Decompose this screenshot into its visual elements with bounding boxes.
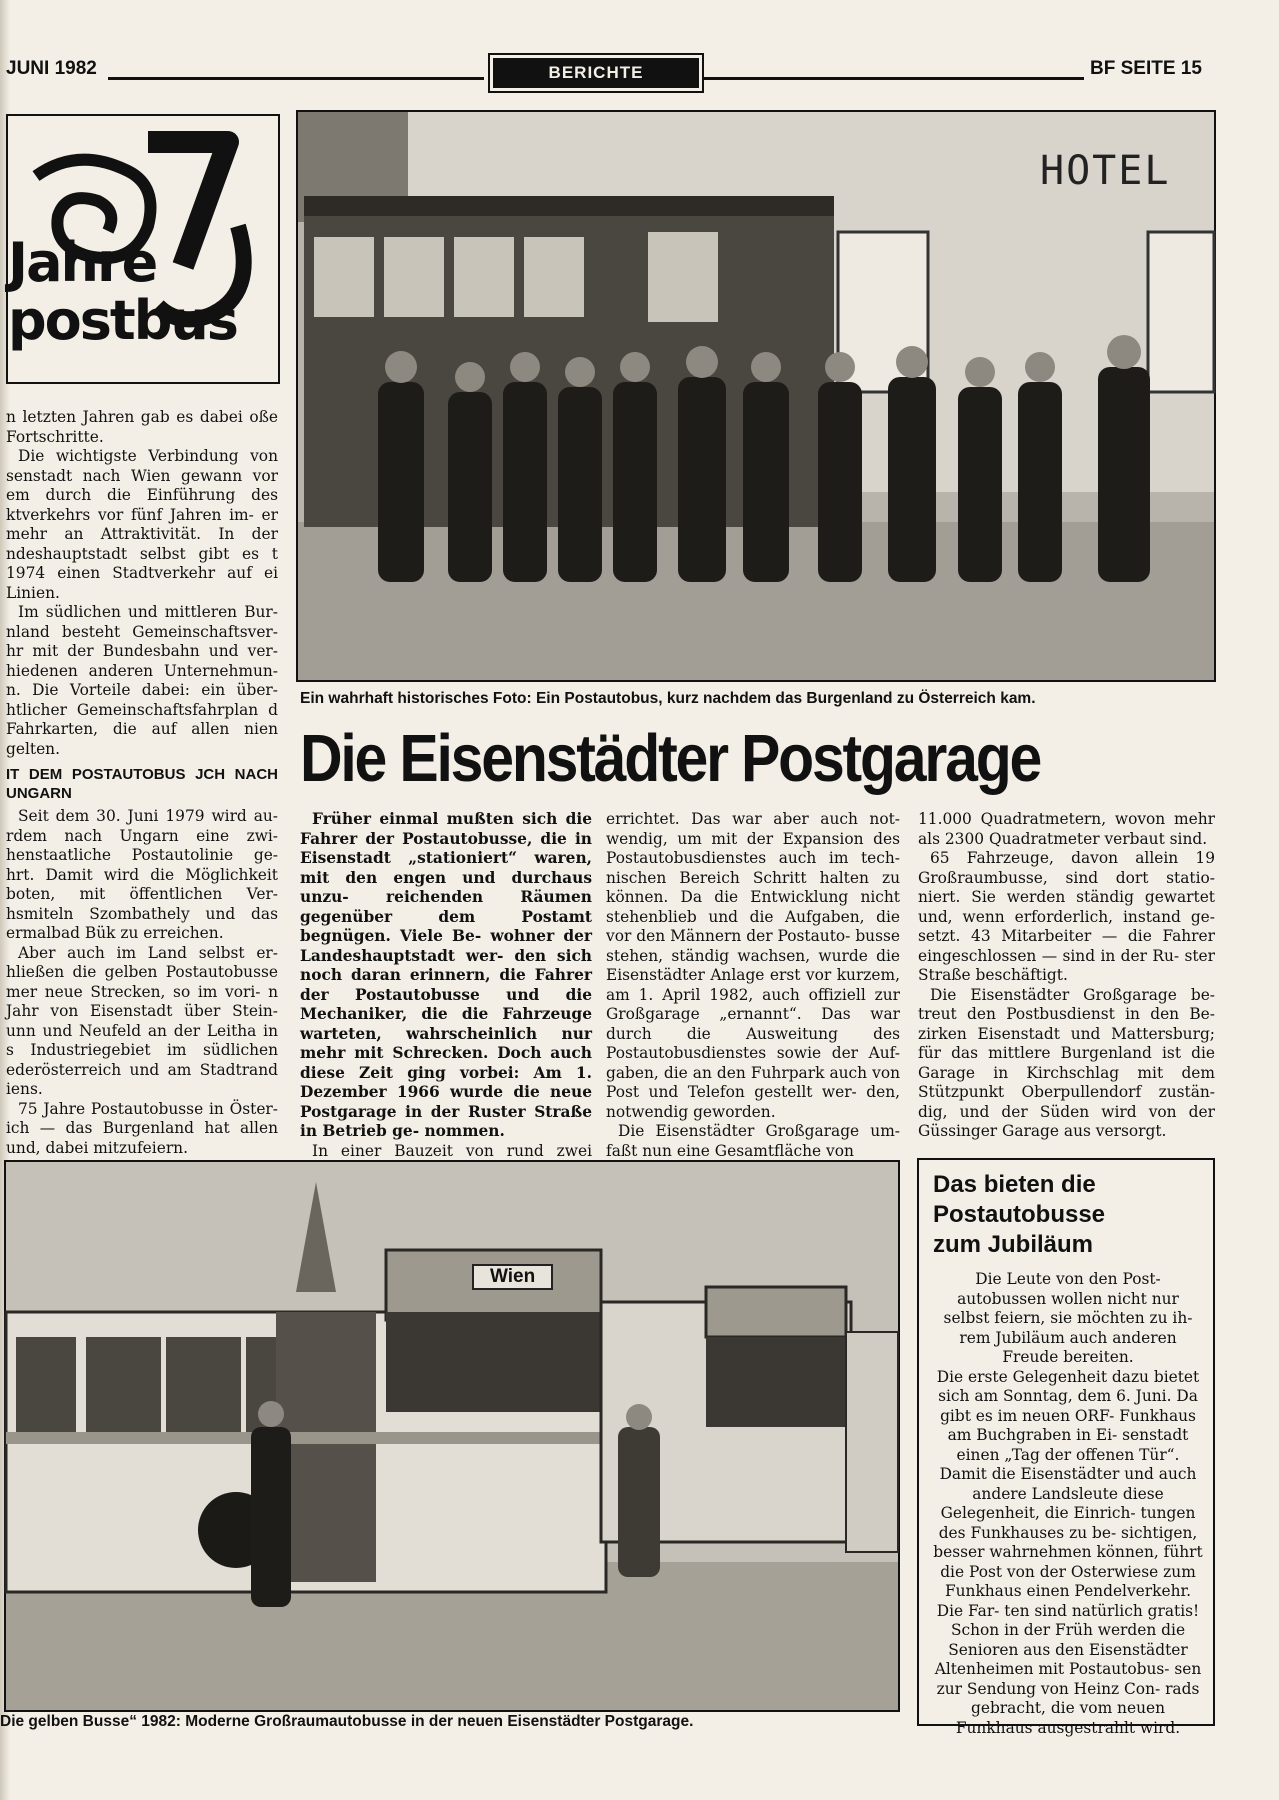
historic-photo xyxy=(296,110,1216,682)
article-column-2 xyxy=(606,810,900,1160)
hotel-sign: HOTEL xyxy=(1040,148,1171,194)
sidebox-title xyxy=(933,1170,1203,1260)
left-subheading: IT DEM POSTAUTOBUS JCH NACH UNGARN xyxy=(6,766,278,802)
modern-buses-photo xyxy=(4,1160,900,1712)
anniversary-logo xyxy=(6,114,280,384)
sidebox-paragraph: Schon in der Früh werden die Senioren aus den Eisenstädter Altenheimen mit Postautobus- sen zur Sendung von Heinz Con- rads gebracht, die vom neuen Funkhaus ausgestrahlt wird. xyxy=(934,1621,1202,1737)
header-rule-left xyxy=(108,77,484,80)
left-paragraph: Die wichtigste Verbindung von senstadt nach Wien gewann vor em durch die Einführung des ktverkehrs vor fünf Jahren im- er mehr an Attraktivität. In der ndeshauptstadt selbst gibt es t 1974 einen Stadtverkehr auf ei Linien. xyxy=(6,447,278,602)
article-paragraph: In einer Bauzeit von rund zwei xyxy=(312,1141,592,1160)
bus-destination-sign: Wien xyxy=(472,1264,553,1290)
sidebox-paragraph: Die Leute von den Post- autobussen wollen nicht nur selbst feiern, sie möchten zu ih- rem Jubiläum auch anderen Freude bereiten. xyxy=(943,1270,1193,1366)
logo-text-jahre: Jahre xyxy=(8,231,157,294)
left-paragraph: 75 Jahre Postautobusse in Öster- ich — das Burgenland hat allen und, dabei mitzufeiern. xyxy=(6,1099,278,1157)
article-column-3 xyxy=(918,810,1215,1140)
article-headline: Die Eisenstädter Postgarage xyxy=(300,721,1041,796)
left-column xyxy=(6,408,278,1157)
header-rule-right xyxy=(704,77,1084,80)
bottom-photo-caption: Die gelben Busse“ 1982: Moderne Großraumautobusse in der neuen Eisenstädter Postgarage. xyxy=(0,1713,694,1730)
modern-buses-illustration xyxy=(6,1162,898,1710)
article-paragraph: errichtet. Das war aber auch not- wendig, um mit der Expansion des Postautobusdienstes auch im tech- nischen Bereich Schritt halten zu können. Da die Entwicklung nicht stehenblieb und die Aufgaben, die vor den Männern der Postauto- busse stehen, ständig wachsen, wurde die Eisenstädter Anlage erst vor kurzem, am 1. April 1982, auch offiziell zur Großgarage „ernannt“. Das war durch die Ausweitung des Postautobusdienstes sowie der Auf- gaben, die an den Fuhrpark auch von Post und Telefon gestellt wer- den, notwendig geworden. xyxy=(606,810,900,1121)
sidebox-paragraph: Die erste Gelegenheit dazu bietet sich am Sonntag, dem 6. Juni. Da gibt es im neuen ORF- Funkhaus am Buchgraben in Ei- senstadt einen „Tag der offenen Tür“. Damit die Eisenstädter und auch andere Landsleute diese Gelegenheit, die Einrich- tungen des Funkhauses zu be- sichtigen, besser wahrnehmen können, führt die Post von der Osterwiese zum Funkhaus einen Pendelverkehr. Die Far- ten sind natürlich gratis! xyxy=(933,1367,1203,1620)
left-paragraph: Aber auch im Land selbst er- hließen die gelben Postautobusse mer neue Strecken, so im vori- n Jahr von Eisenstadt über Stein- unn und Neufeld an der Leitha in s Industriegebiet im südlichen ederösterreich und am Stadtrand iens. xyxy=(6,943,278,1098)
sidebox-title-line: Postautobusse xyxy=(933,1201,1106,1228)
left-paragraph: n letzten Jahren gab es dabei oße Fortschritte. xyxy=(6,408,278,446)
article-paragraph: 11.000 Quadratmetern, wovon mehr als 2300 Quadratmeter verbaut sind. xyxy=(918,810,1215,848)
section-label-box xyxy=(488,53,704,93)
sidebox-title-line: Das bieten die xyxy=(933,1171,1096,1198)
jubilee-sidebox xyxy=(917,1158,1215,1737)
article-paragraph: Die Eisenstädter Großgarage um- faßt nun eine Gesamtfläche von xyxy=(606,1122,900,1160)
left-paragraph: Im südlichen und mittleren Bur- nland besteht Gemeinschaftsver- hr mit der Bundesbahn und ver- hiedenen anderen Unternehmun- n. Die Vorteile dabei: ein über- htlicher Gemeinschaftsfahrplan d Fahrkarten, die auf allen nien gelten. xyxy=(6,603,278,758)
article-column-1 xyxy=(300,810,592,1160)
header-page-number: BF SEITE 15 xyxy=(1090,58,1202,79)
logo-text-postbus: postbus xyxy=(8,289,237,352)
sidebox-title-line: zum Jubiläum xyxy=(933,1231,1094,1258)
left-paragraph: Seit dem 30. Juni 1979 wird au- rdem nach Ungarn eine zwi- henstaatliche Postautolinie ge- hrt. Damit wird die Möglichkeit boten, mit öffentlichen Ver- hsmiteln Szombathely und das ermalbad Bük zu erreichen. xyxy=(6,807,278,942)
header-date: JUNI 1982 xyxy=(6,58,97,79)
top-photo-caption: Ein wahrhaft historisches Foto: Ein Postautobus, kurz nachdem das Burgenland zu Österreich kam. xyxy=(300,690,1036,707)
historic-bus-photo-illustration xyxy=(298,112,1214,680)
article-lead: Früher einmal mußten sich die Fahrer der Postautobusse, die in Eisenstadt „stationiert“ waren, mit den engen und durchaus unzu- reichenden Räumen gegenüber dem Postamt begnügen. Viele Be- wohner der Landeshauptstadt wer- den sich noch daran erinnern, die Fahrer der Postautobusse und die Mechaniker, die die Fahrzeuge warteten, wahrscheinlich nur mehr mit Schrecken. Doch auch diese Zeit ging vorbei: Am 1. Dezember 1966 wurde die neue Postgarage in der Ruster Straße in Betrieb ge- nommen. xyxy=(300,810,592,1140)
section-label: BERICHTE xyxy=(548,63,644,82)
article-paragraph: 65 Fahrzeuge, davon allein 19 Großraumbusse, sind dort statio- niert. Sie werden ständig gewartet und, wenn erforderlich, instand ge- setzt. 43 Mitarbeiter — die Fahrer eingeschlossen — sind in der Ru- ster Straße beschäftigt. xyxy=(918,849,1215,984)
article-paragraph: Die Eisenstädter Großgarage be- treut den Postbusdienst in den Be- zirken Eisenstadt und Mattersburg; für das mittlere Burgenland ist die Garage in Kirchschlag mit dem Stützpunkt Oberpullendorf zustän- dig, und der Süden wird von der Güssinger Garage aus versorgt. xyxy=(918,985,1215,1140)
sidebox-text xyxy=(933,1270,1203,1738)
